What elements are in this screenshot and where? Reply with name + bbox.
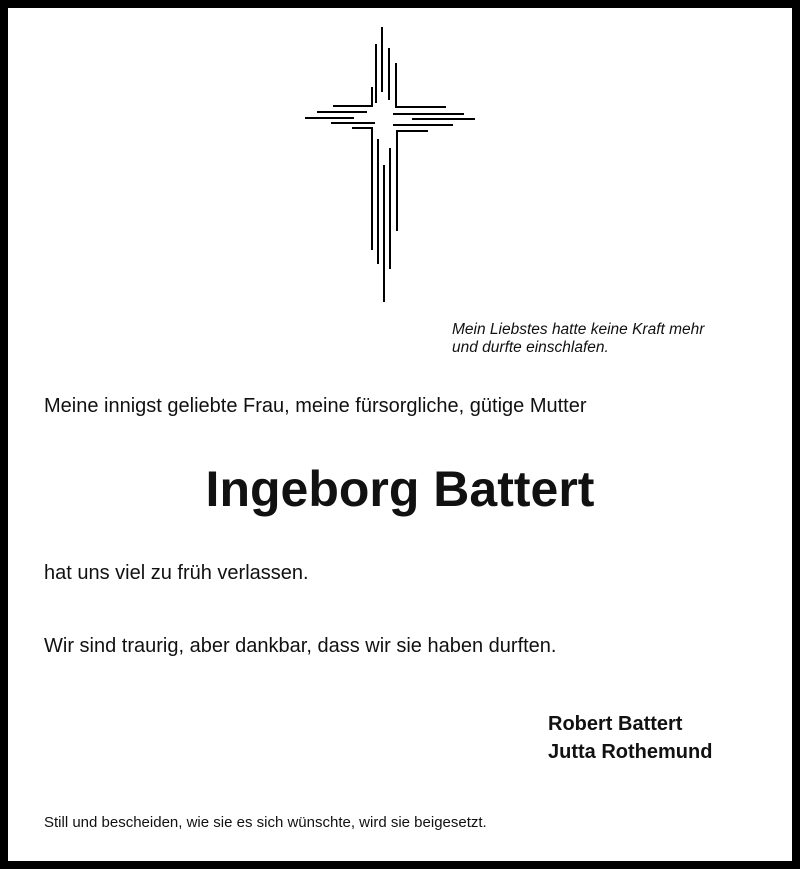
motto xyxy=(452,321,704,357)
motto-line: und durfte einschlafen. xyxy=(452,339,609,356)
mourners xyxy=(548,710,712,766)
intro-text: Meine innigst geliebte Frau, meine fürsorgliche, gütige Mutter xyxy=(44,395,587,417)
mourner-name: Robert Battert xyxy=(548,713,683,735)
footer-text: Still und bescheiden, wie sie es sich wünschte, wird sie beigesetzt. xyxy=(44,814,487,831)
mourner-name: Jutta Rothemund xyxy=(548,741,713,763)
cross-icon xyxy=(0,0,800,320)
body-text: hat uns viel zu früh verlassen. xyxy=(44,562,309,584)
body-text: Wir sind traurig, aber dankbar, dass wir sie haben durften. xyxy=(44,635,557,657)
deceased-name: Ingeborg Battert xyxy=(205,461,595,517)
motto-line: Mein Liebstes hatte keine Kraft mehr xyxy=(452,321,705,338)
